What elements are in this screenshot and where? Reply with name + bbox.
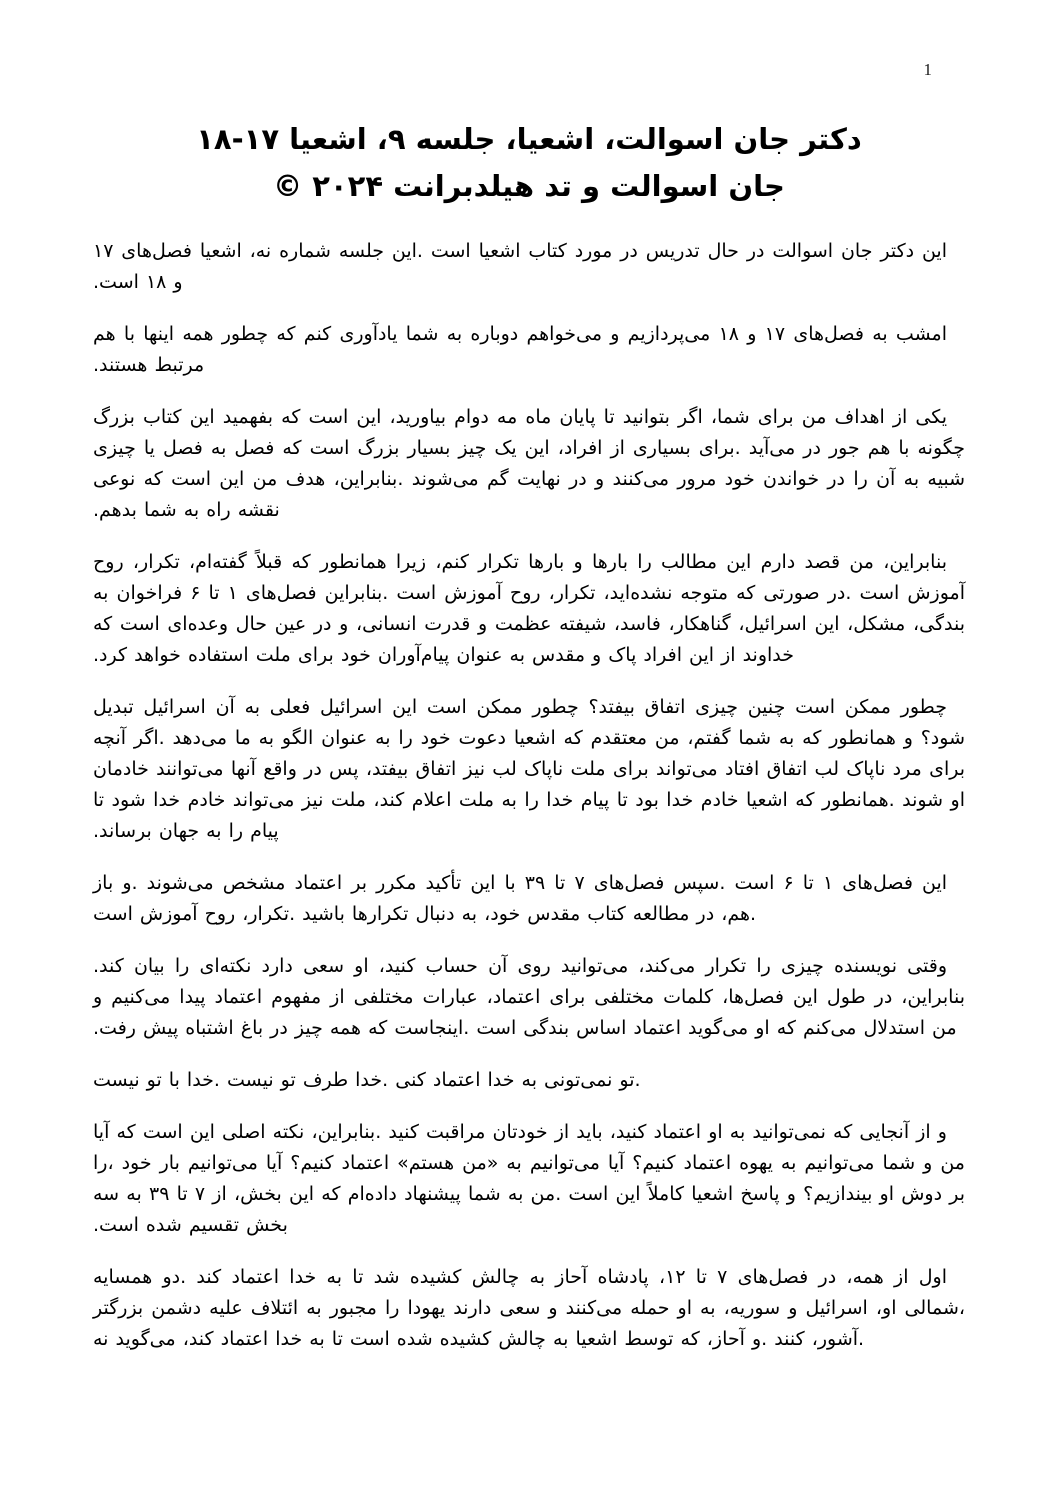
- page-number: 1: [923, 60, 932, 79]
- title-line-2: جان اسوالت و تد هیلدبرانت ۲۰۲۴ ©: [273, 169, 785, 203]
- paragraph-2: امشب به فصل‌های ۱۷ و ۱۸ می‌پردازیم و می‌خواهم دوباره به شما یادآوری کنم که چطور همه اینها با هم مرتبط هستند.: [93, 323, 947, 376]
- paragraph-7: وقتی نویسنده چیزی را تکرار می‌کند، می‌توانید روی آن حساب کنید، او سعی دارد نکته‌ای را بیان کند. بنابراین، در طول این فصل‌ها، کلمات مختلفی برای اعتماد، عبارات مختلفی از مفهوم اعتماد پیدا می‌کنیم و من استدلال می‌کنم که او می‌گوید اعتماد اساس بندگی است .اینجاست که همه چیز در باغ اشتباه پیش رفت.: [93, 955, 965, 1039]
- paragraph-10: اول از همه، در فصل‌های ۷ تا ۱۲، پادشاه آحاز به چالش کشیده شد تا به خدا اعتماد کند .دو همسایه ،شمالی او، اسرائیل و سوریه، به او حمله می‌کنند و سعی دارند یهودا را مجبور به ائتلاف علیه دشمن بزرگتر .آشور، کنند .و آحاز، که توسط اشعیا به چالش کشیده شده است تا به خدا اعتماد کند، می‌گوید نه: [93, 1266, 965, 1350]
- title-line-1: دکتر جان اسوالت، اشعیا، جلسه ۹، اشعیا ۱۷-۱۸: [196, 122, 862, 156]
- paragraph-9: و از آنجایی که نمی‌توانید به او اعتماد کنید، باید از خودتان مراقبت کنید .بنابراین، نکته اصلی این است که آیا من و شما می‌توانیم به یهوه اعتماد کنیم؟ آیا می‌توانیم به «من هستم» اعتماد کنیم؟ آیا می‌توانیم بار خود ،را بر دوش او بیندازیم؟ و پاسخ اشعیا کاملاً این است .من به شما پیشنهاد داده‌ام که این بخش، از ۷ تا ۳۹ به سه بخش تقسیم شده است.: [93, 1121, 965, 1236]
- paragraph-1: این دکتر جان اسوالت در حال تدریس در مورد کتاب اشعیا است .این جلسه شماره نه، اشعیا فصل‌های ۱۷ و ۱۸ است.: [93, 240, 947, 293]
- document-title: [0, 0, 1058, 210]
- paragraph-6: این فصل‌های ۱ تا ۶ است .سپس فصل‌های ۷ تا ۳۹ با این تأکید مکرر بر اعتماد مشخص می‌شوند .و باز .هم، در مطالعه کتاب مقدس خود، به دنبال تکرارها باشید .تکرار، روح آموزش است: [93, 872, 948, 925]
- paragraph-3: یکی از اهداف من برای شما، اگر بتوانید تا پایان ماه مه دوام بیاورید، این است که بفهمید این کتاب بزرگ چگونه با هم جور در می‌آید .برای بسیاری از افراد، این یک چیز بسیار بزرگ است که فصل به فصل یا چیزی شبیه به آن را در خواندن خود مرور می‌کنند و در نهایت گم می‌شوند .بنابراین، هدف من این است که نوعی نقشه راه به شما بدهم.: [93, 406, 965, 521]
- paragraph-4: بنابراین، من قصد دارم این مطالب را بارها و بارها تکرار کنم، زیرا همانطور که قبلاً گفته‌ام، تکرار، روح آموزش است .در صورتی که متوجه نشده‌اید، تکرار، روح آموزش است .بنابراین فصل‌های ۱ تا ۶ فراخوان به بندگی، مشکل، این اسرائیل، گناهکار، فاسد، شیفته عظمت و قدرت انسانی، و در عین حال وعده‌ای است که خداوند از این افراد پاک و مقدس به عنوان پیام‌آوران خود برای ملت استفاده خواهد کرد.: [93, 551, 966, 666]
- paragraph-5: چطور ممکن است چنین چیزی اتفاق بیفتد؟ چطور ممکن است این اسرائیل فعلی به آن اسرائیل تبدیل شود؟ و همانطور که به شما گفتم، من معتقدم که اشعیا دعوت خود را به عنوان الگو به ما می‌دهد .اگر آنچه برای مرد ناپاک لب اتفاق افتاد می‌تواند برای ملت ناپاک لب نیز اتفاق بیفتد، پس در واقع آنها می‌توانند خادمان او شوند .همانطور که اشعیا خادم خدا بود تا پیام خدا را به ملت اعلام کند، ملت نیز می‌تواند خادم خدا شود تا پیام را به جهان برساند.: [93, 696, 965, 842]
- document-body: [93, 236, 965, 1355]
- paragraph-8: .تو نمی‌تونی به خدا اعتماد کنی .خدا طرف تو نیست .خدا با تو نیست: [93, 1069, 641, 1091]
